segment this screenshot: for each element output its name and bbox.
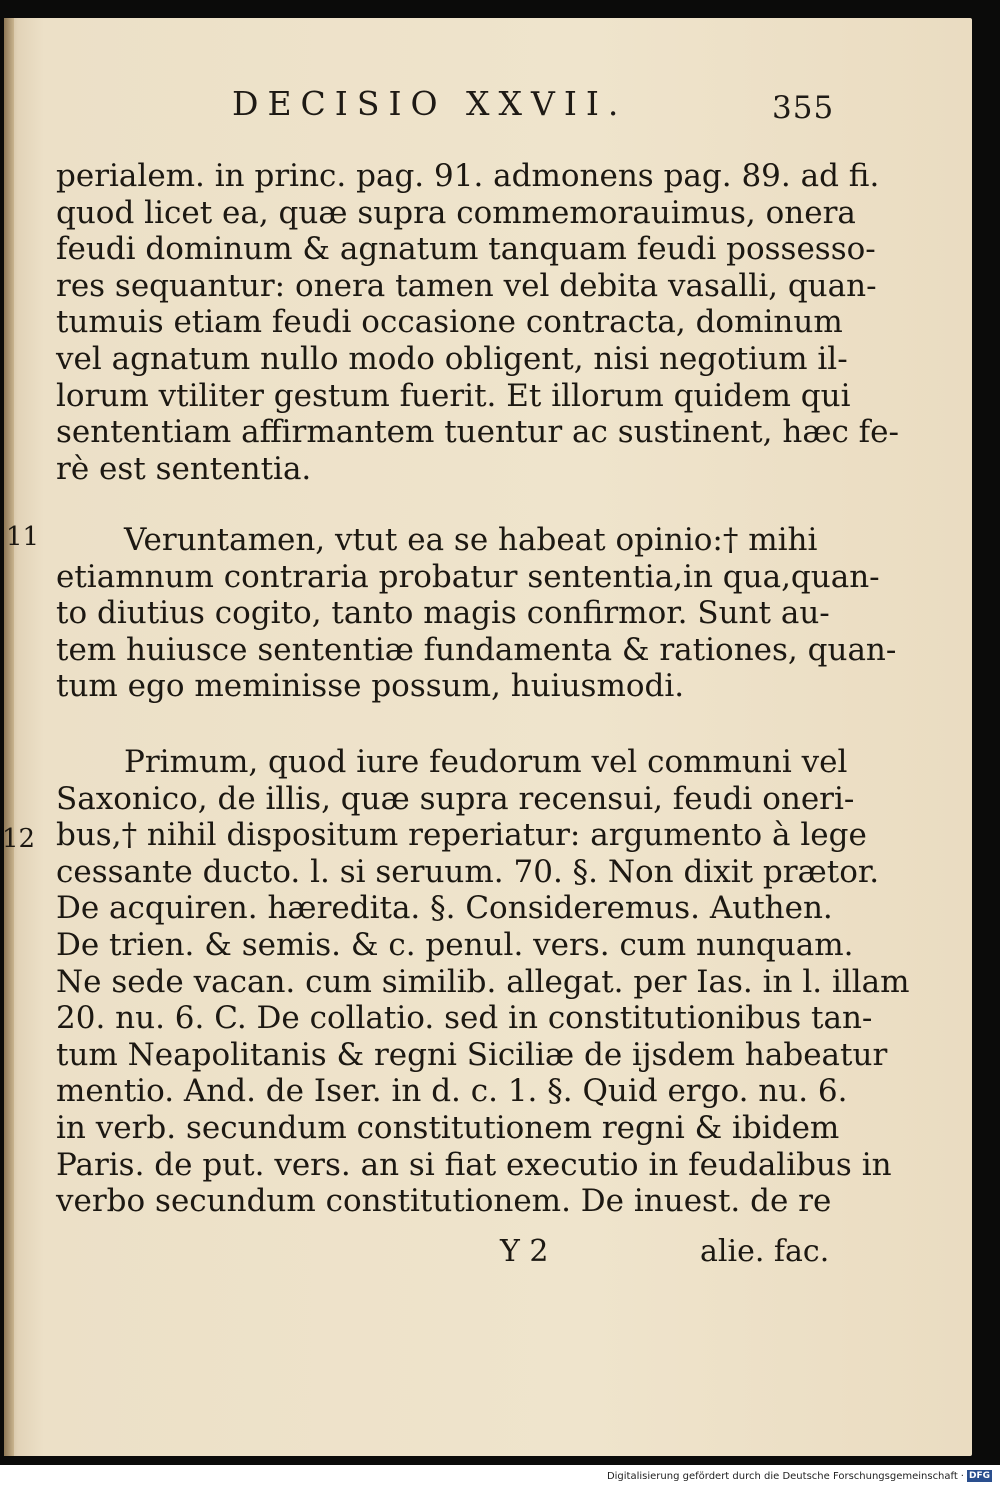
- page-number: 355: [772, 90, 835, 126]
- text-line: Primum, quod iure feudorum vel communi vel: [124, 744, 848, 780]
- text-line: quod licet ea, quæ supra commemorauimus, onera: [56, 194, 856, 231]
- text-line: to diutius cogito, tanto magis confirmor. Sunt au-: [56, 595, 830, 632]
- signature-mark: Y 2: [500, 1234, 549, 1269]
- page-gutter: [4, 18, 14, 1456]
- text-line: tumuis etiam feudi occasione contracta, dominum: [56, 304, 843, 341]
- catchword: alie. fac.: [700, 1234, 830, 1269]
- text-line: Saxonico, de illis, quæ supra recensui, feudi oneri-: [56, 780, 855, 817]
- separator: ·: [960, 1470, 964, 1482]
- text-line: mentio. And. de Iser. in d. c. 1. §. Quid ergo. nu. 6.: [56, 1073, 848, 1110]
- text-line: feudi dominum & agnatum tanquam feudi possesso-: [56, 231, 876, 268]
- text-line: etiamnum contraria probatur sententia,in qua,quan-: [56, 558, 880, 595]
- text-line: tum ego meminisse possum, huiusmodi.: [56, 668, 685, 705]
- margin-number-12: 12: [2, 824, 36, 854]
- text-line: tem huiusce sententiæ fundamenta & rationes, quan-: [56, 631, 897, 668]
- text-line: vel agnatum nullo modo obligent, nisi negotium il-: [56, 341, 848, 377]
- text-line: perialem. in princ. pag. 91. admonens pag. 89. ad fi.: [56, 158, 880, 194]
- text-line: 20. nu. 6. C. De collatio. sed in constitutionibus tan-: [56, 1000, 873, 1037]
- text-line: tum Neapolitanis & regni Siciliæ de ijsdem habeatur: [56, 1036, 888, 1073]
- digitization-footer: [607, 1470, 992, 1482]
- text-line: in verb. secundum constitutionem regni & ibidem: [56, 1110, 840, 1146]
- text-line: De trien. & semis. & c. penul. vers. cum nunquam.: [56, 927, 854, 963]
- text-line: res sequantur: onera tamen vel debita vasalli, quan-: [56, 267, 877, 304]
- text-line: rè est sententia.: [56, 450, 312, 487]
- running-head: DECISIO XXVII.: [232, 84, 628, 123]
- text-line: lorum vtiliter gestum fuerit. Et illorum quidem qui: [56, 377, 851, 414]
- text-line: cessante ducto. l. si seruum. 70. §. Non dixit prætor.: [56, 853, 880, 890]
- text-line: verbo secundum constitutionem. De inuest. de re: [56, 1183, 832, 1220]
- digitization-note: Digitalisierung gefördert durch die Deutsche Forschungsgemeinschaft: [606, 1470, 958, 1482]
- margin-number-11: 11: [6, 522, 40, 552]
- text-line: Paris. de put. vers. an si fiat executio in feudalibus in: [56, 1146, 892, 1183]
- text-line: Veruntamen, vtut ea se habeat opinio:† mihi: [124, 522, 818, 558]
- dfg-logo-icon: DFG: [968, 1471, 990, 1481]
- text-line: bus,† nihil dispositum reperiatur: argumento à lege: [56, 817, 867, 854]
- text-line: sententiam affirmantem tuentur ac sustinent, hæc fe-: [56, 414, 899, 451]
- text-line: Ne sede vacan. cum similib. allegat. per Ias. in l. illam: [56, 963, 910, 1000]
- text-line: De acquiren. hæredita. §. Consideremus. Authen.: [56, 890, 833, 927]
